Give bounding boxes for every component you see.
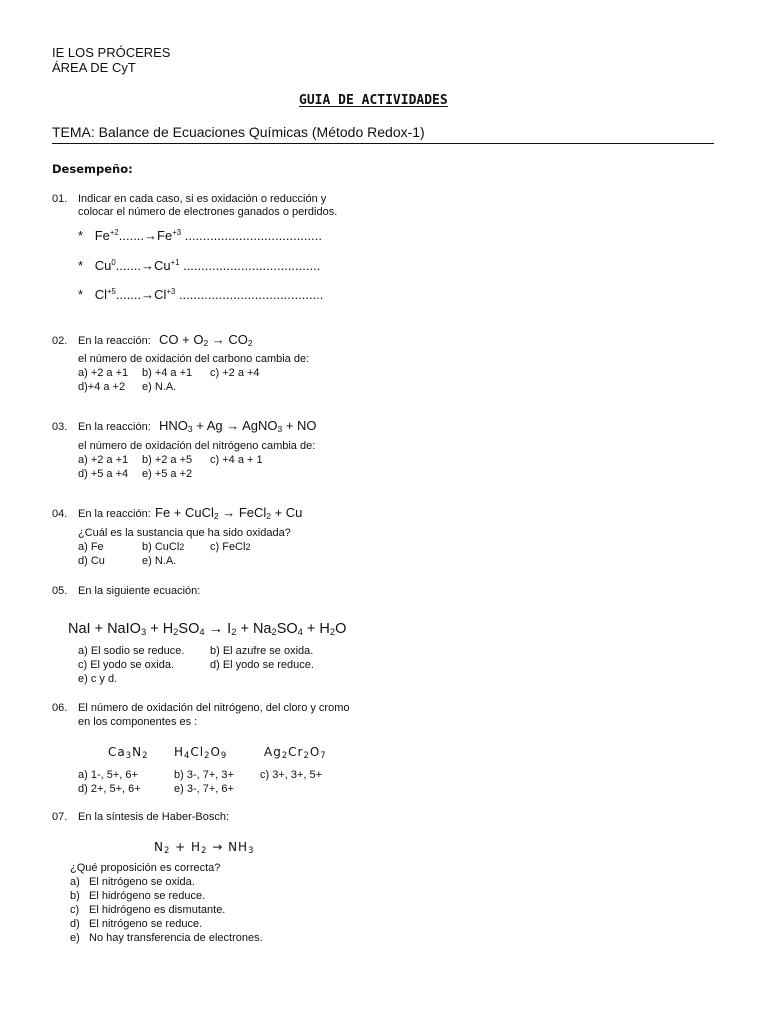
q1-item [78,228,322,243]
dots: ....... [115,258,141,273]
school-name: IE LOS PRÓCERES [52,45,171,60]
arrow: → [141,287,155,302]
q2-option-c: c) +2 a +4 [210,367,260,379]
species-before: Cu [94,258,112,273]
q2-option-e: e) N.A. [142,381,177,393]
q6-option-c: c) 3+, 3+, 5+ [260,769,323,781]
q1-number: 01. [52,193,68,205]
q3-number: 03. [52,421,68,433]
q7-option: b) El hidrógeno se reduce. [70,890,206,902]
answer-blank: ...................................... [179,258,321,273]
answer-blank: ...................................... [181,228,322,243]
q5-number: 05. [52,585,68,597]
q7-option: a) El nitrógeno se oxida. [70,876,195,888]
q5-option-b: b) El azufre se oxida. [210,645,314,657]
q1-text-line2: colocar el número de electrones ganados o perdidos. [78,206,338,218]
q6-option-d: d) 2+, 5+, 6+ [78,783,141,795]
q7-option: e) No hay transferencia de electrones. [70,932,263,944]
q6-option-b: b) 3-, 7+, 3+ [174,769,234,781]
q3-option-d: d) +5 a +4 [78,468,129,480]
q3-lead: En la reacción: [78,421,151,433]
arrow: → [140,258,154,273]
q6-formula-2: $H_4Cl_2O_9$ [174,745,228,760]
q2-lead: En la reacción: [78,335,151,347]
species-after: Cu [153,258,171,273]
q4-option-a: a) Fe [78,541,104,553]
q3-option-b: b) +2 a +5 [142,454,193,466]
q3-option-c: c) +4 a + 1 [210,454,263,466]
q5-option-e: e) c y d. [78,673,118,685]
species-after: Cl [154,287,167,302]
q1-text-line1: Indicar en cada caso, si es oxidación o reducción y [78,193,327,205]
q2-equation: CO + $O_2 \to CO_2$ [159,332,253,348]
q4-option-d: d) Cu [78,555,105,567]
page-title: GUIA DE ACTIVIDADES [299,93,448,108]
oxidation-state: +2 [109,228,119,237]
performance-label: Desempeño: [52,162,133,176]
q3-equation: $HNO_3 + Ag$ → AgNO$_3$ + NO [159,418,317,434]
q7-number: 07. [52,811,68,823]
species-after: Fe [157,228,173,243]
q5-option-a: a) El sodio se reduce. [78,645,185,657]
q6-text-line2: en los componentes es : [78,716,198,728]
oxidation-state: +1 [170,258,180,267]
q1-item [78,287,323,302]
q4-option-b: b) CuCl2 [142,541,185,553]
q4-option-e: e) N.A. [142,555,177,567]
q2-option-d: d)+4 a +2 [78,381,126,393]
oxidation-state: 0 [111,258,116,267]
oxidation-state: +3 [172,228,182,237]
q3-stem: el número de oxidación del nitrógeno cambia de: [78,440,316,452]
q5-equation: NaI + NaIO$_3$ + $H_2SO_4 \to I_2 + Na_2SO_4 + H_2O$ [68,621,347,637]
divider [52,143,714,144]
species-before: Cl [94,287,107,302]
q5-option-d: d) El yodo se reduce. [210,659,314,671]
q3-option-a: a) +2 a +1 [78,454,129,466]
bullet-mark: * [78,228,84,243]
q7-stem: ¿Qué proposición es correcta? [70,862,221,874]
q6-formula-1: $Ca_3N_2$ [108,745,149,760]
q7-equation: $N_2 + H_2 \to NH_3$ [154,840,255,855]
q7-option: c) El hidrógeno es dismutante. [70,904,226,916]
species-before: Fe [94,228,110,243]
topic-heading: TEMA: Balance de Ecuaciones Químicas (Método Redox-1) [52,124,425,140]
q4-stem: ¿Cuál es la sustancia que ha sido oxidada? [78,527,291,539]
q2-stem: el número de oxidación del carbono cambia de: [78,353,310,365]
q6-formula-3: $Ag_2Cr_2O_7$ [264,745,327,760]
bullet-mark: * [78,287,84,302]
q2-option-a: a) +2 a +1 [78,367,129,379]
q2-option-b: b) +4 a +1 [142,367,193,379]
q2-number: 02. [52,335,68,347]
q4-option-c: c) FeCl2 [210,541,251,553]
q1-item [78,258,320,273]
q6-number: 06. [52,702,68,714]
q6-option-a: a) 1-, 5+, 6+ [78,769,138,781]
oxidation-state: +3 [166,287,176,296]
dots: ....... [115,287,142,302]
q3-option-e: e) +5 a +2 [142,468,193,480]
q7-lead: En la síntesis de Haber-Bosch: [78,811,230,823]
q6-option-e: e) 3-, 7+, 6+ [174,783,234,795]
bullet-mark: * [78,258,84,273]
arrow: → [144,228,158,243]
q7-option: d) El nitrógeno se reduce. [70,918,203,930]
q5-option-c: c) El yodo se oxida. [78,659,174,671]
answer-blank: ........................................ [175,287,324,302]
q4-equation: Fe + CuCl$_2$ → FeCl$_2$ + Cu [155,505,303,521]
q5-lead: En la siguiente ecuación: [78,585,201,597]
area-name: ÁREA DE CyT [52,60,136,75]
q4-lead: En la reacción: [78,508,151,520]
q6-text-line1: El número de oxidación del nitrógeno, del cloro y cromo [78,702,350,714]
q4-number: 04. [52,508,68,520]
oxidation-state: +5 [106,287,116,296]
dots: ....... [118,228,145,243]
